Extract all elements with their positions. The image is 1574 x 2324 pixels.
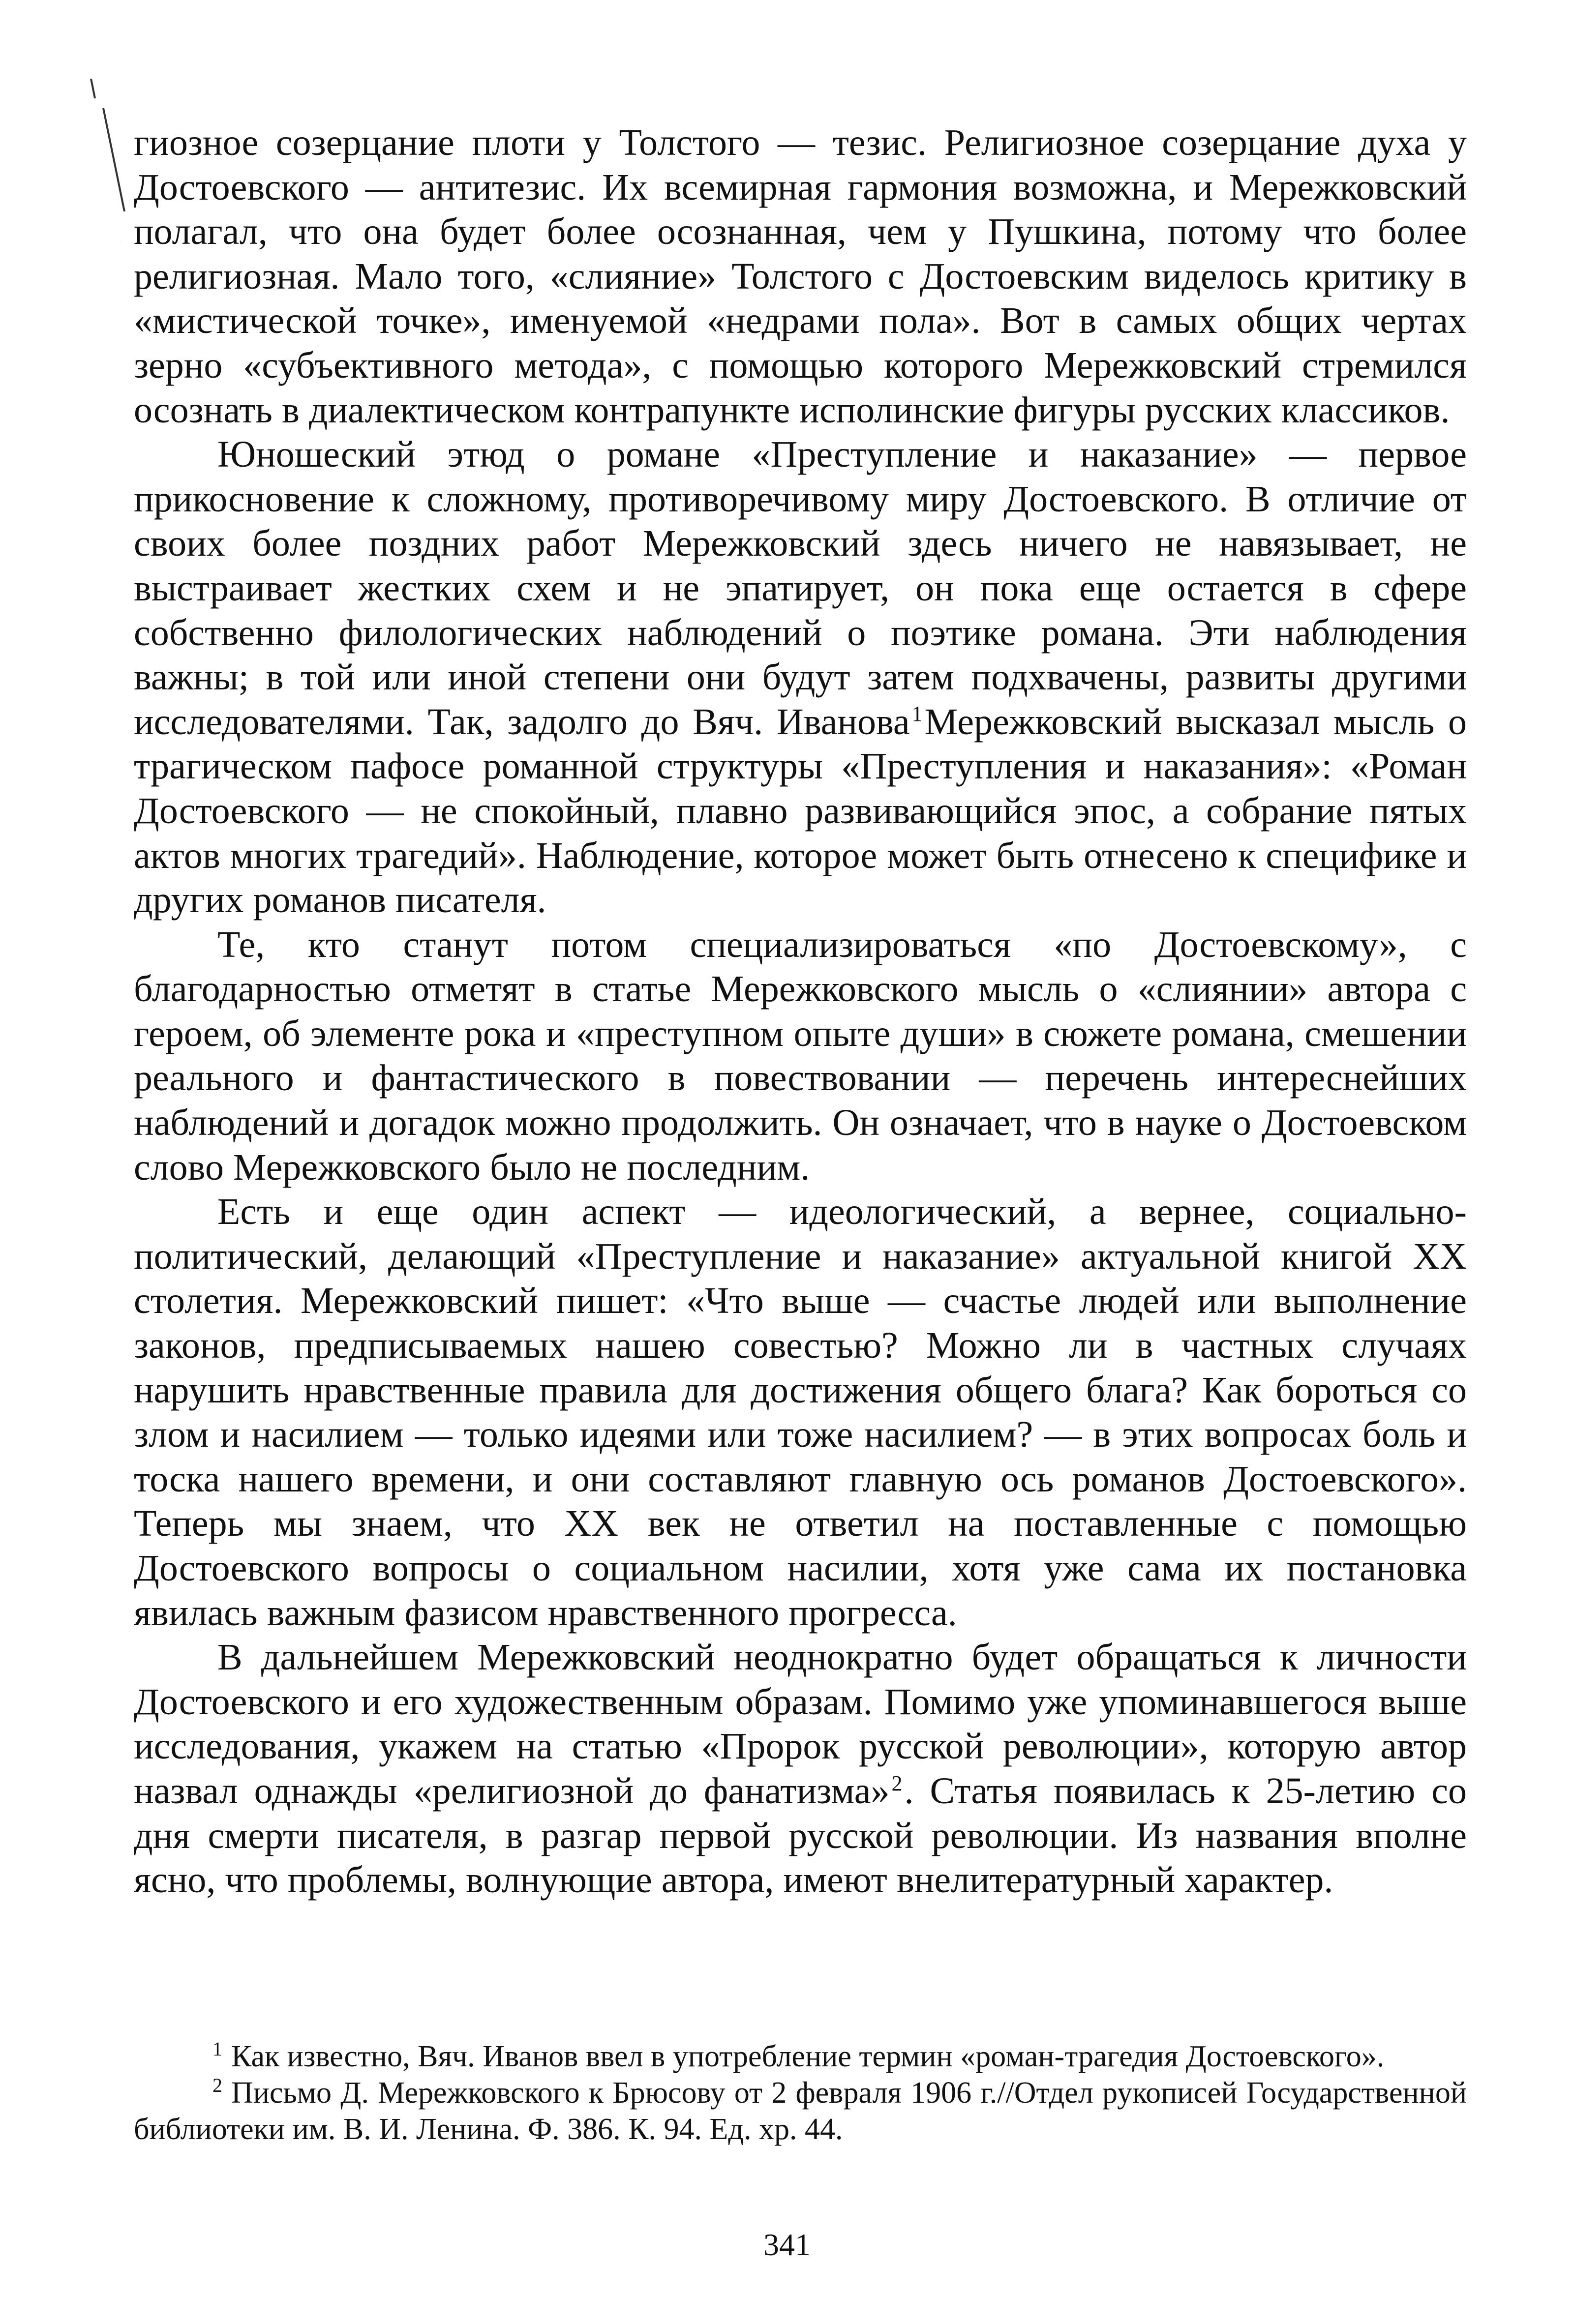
paragraph-4: Есть и еще один аспект — идеологический, а вернее, социально-политический, делающий «Преступление и наказание» актуальной книгой XX столетия. Мережковский пишет: «Что выше — счастье людей или выполнение законов, предписываемых нашею совестью? Можно ли в частных случаях нарушить нравственные правила для достижения общего блага? Как бороться со злом и насилием — только идеями или тоже насилием? — в этих вопросах боль и тоска нашего времени, и они составляют главную ось романов Достоевского». Теперь мы знаем, что XX век не ответил на поставленные с помощью Достоевского вопросы о социальном насилии, хотя уже сама их постановка явилась важным фазисом нравственного прогресса. bbox=[134, 1191, 1467, 1634]
footnote-2: $^2$ Письмо Д. Мережковского к Брюсову от 2 февраля 1906 г.//Отдел рукописей Государственной библиотеки им. В. И. Ленина. Ф. 386. К. 94. Ед. хр. 44. bbox=[134, 2074, 1467, 2146]
page-number: 341 bbox=[763, 2227, 811, 2262]
paragraph-2: Юношеский этюд о романе «Преступление и наказание» — первое прикосновение к сложному, противоречивому миру Достоевского. В отличие от своих более поздних работ Мережковский здесь ничего не навязывает, не выстраивает жестких схем и не эпатирует, он пока еще остается в сфере собственно филологических наблюдений о поэтике романа. Эти наблюдения важны; в той или иной степени они будут затем подхвачены, развиты другими исследователями. Так, задолго до Вяч. Иванова$^1$Мережковский высказал мысль о трагическом пафосе романной структуры «Преступления и наказания»: «Роман Достоевского — не спокойный, плавно развивающийся эпос, а собрание пятых актов многих трагедий». Наблюдение, которое может быть отнесено к специфике и других романов писателя. bbox=[134, 434, 1467, 921]
footnote-mark: 2 bbox=[212, 2074, 222, 2097]
paragraph-3: Те, кто станут потом специализироваться «по Достоевскому», с благодарностью отметят в статье Мережковского мысль о «слиянии» автора с героем, об элементе рока и «преступном опыте души» в сюжете романа, смешении реального и фантастического в повествовании — перечень интереснейших наблюдений и догадок можно продолжить. Он означает, что в науке о Достоевском слово Мережковского было не последним. bbox=[134, 924, 1467, 1188]
main-text bbox=[134, 120, 1467, 1903]
footnote-1: $^1$ Как известно, Вяч. Иванов ввел в употребление термин «роман-трагедия Достоевского». bbox=[212, 2038, 1385, 2073]
footnote-ref-1: 1 bbox=[911, 702, 923, 726]
paragraph-1: гиозное созерцание плоти у Толстого — тезис. Религиозное созерцание духа у Достоевского — антитезис. Их всемирная гармония возможна, и Мережковский полагал, что она будет более осознанная, чем у Пушкина, потому что более религиозная. Мало того, «слияние» Толстого с Достоевским виделось критику в «мистической точке», именуемой «недрами пола». Вот в самых общих чертах зерно «субъективного метода», с помощью которого Мережковский стремился осознать в диалектическом контрапункте исполинские фигуры русских классиков. bbox=[134, 122, 1467, 431]
footnote-ref-2: 2 bbox=[891, 1771, 903, 1795]
margin-pencil-mark bbox=[86, 79, 130, 241]
footnotes bbox=[134, 2038, 1467, 2147]
footnote-mark: 1 bbox=[212, 2038, 222, 2060]
paragraph-5: В дальнейшем Мережковский неоднократно будет обращаться к личности Достоевского и его художественным образам. Помимо уже упоминавшегося выше исследования, укажем на статью «Пророк русской революции», которую автор назвал однажды «религиозной до фанатизма»$^2$. Статья появилась к 25-летию со дня смерти писателя, в разгар первой русской революции. Из названия вполне ясно, что проблемы, волнующие автора, имеют внелитературный характер. bbox=[134, 1637, 1467, 1901]
